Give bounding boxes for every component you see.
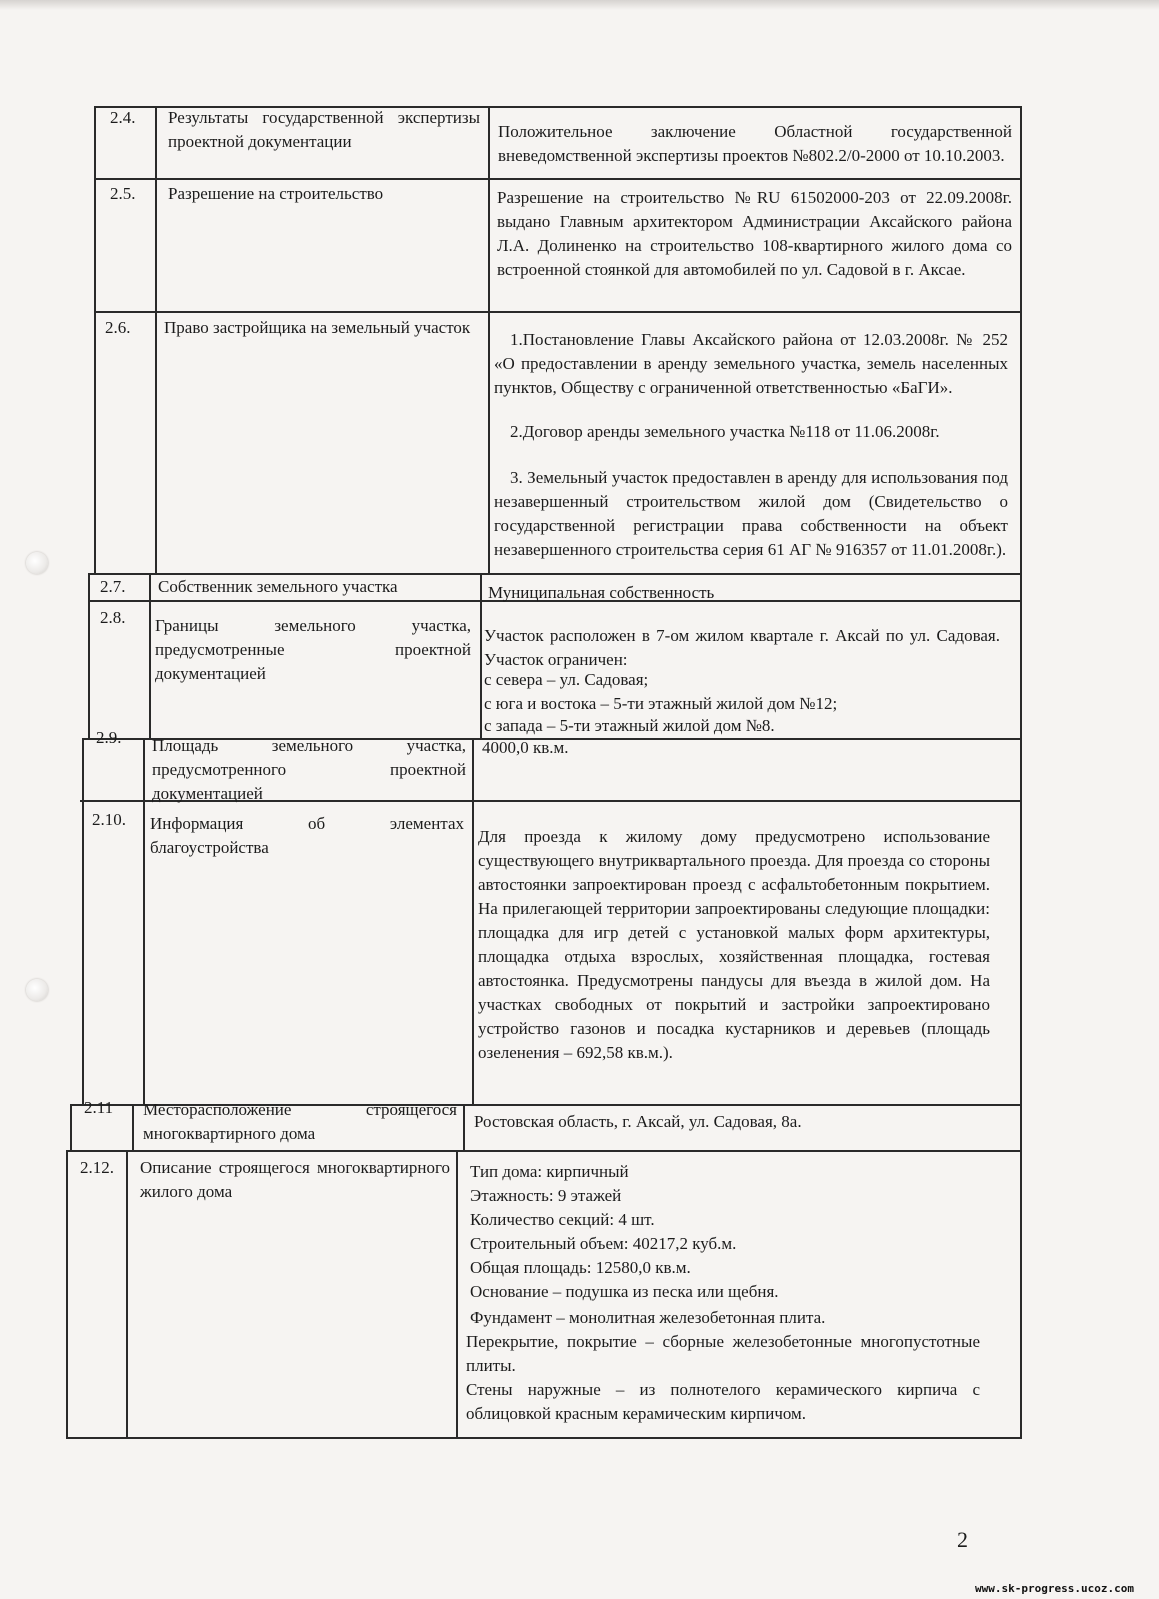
row-number: 2.8. [100,608,126,627]
table-rule [66,1437,1020,1439]
site-watermark: www.sk-progress.ucoz.com [975,1582,1134,1595]
row-title: Описание строящегося многоквартирного жилого дома [140,1158,450,1201]
table-rule [480,573,482,738]
table-rule [456,1150,458,1438]
row-content: Разрешение на строительство №RU 61502000-203 от 22.09.2008г. выдано Главным архитектором Администрации Аксайского района Л.А. Долиненко на строительство 108-квартирного жилого дома со встроенной стоянкой для автомобилей по ул. Садовой в г. Аксае. [497,188,1012,279]
punch-hole [26,979,48,1001]
row-content: Муниципальная собственность [488,583,715,602]
table-rule [126,1150,128,1438]
table-rule [155,106,157,573]
row-title: Собственник земельного участка [158,577,398,596]
row-content: 4000,0 кв.м. [482,738,569,757]
row-content: с севера – ул. Садовая; [484,670,649,689]
row-number: 2.9. [96,728,122,747]
row-content: 1.Постановление Главы Аксайского района от 12.03.2008г. № 252 «О предоставлении в аренду земельного участка, земель населенных пунктов, Обществу с ограниченной ответственностью «БаГИ». [494,330,1008,397]
table-rule [472,738,474,1104]
row-content: Положительное заключение Областной государственной вневедомственной экспертизы проектов №802.2/0-2000 от 10.10.2003. [498,122,1012,165]
row-title: Право застройщика на земельный участок [164,318,471,337]
table-rule [463,1104,465,1150]
table-rule [94,178,1022,180]
page-number: 2 [957,1527,968,1552]
row-number: 2.11 [84,1098,114,1117]
table-rule [82,738,84,1104]
row-title: Границы земельного участка, предусмотренные проектной документацией [155,616,471,683]
scan-edge-shadow [0,0,1159,10]
row-number: 2.6. [105,318,131,337]
row-content: Общая площадь: 12580,0 кв.м. [470,1258,691,1277]
row-content: Строительный объем: 40217,2 куб.м. [470,1234,737,1253]
row-content: Стены наружные – из полнотелого керамического кирпича с облицовкой красным керамическим кирпичом. [466,1380,980,1423]
row-content: с юга и востока – 5-ти этажный жилой дом №12; [484,694,838,713]
table-rule [70,1104,72,1150]
table-rule [132,1104,134,1150]
table-rule [94,106,96,573]
row-number: 2.10. [92,810,126,829]
table-rule [143,738,145,1104]
row-number: 2.4. [110,108,136,127]
row-number: 2.5. [110,184,136,203]
row-content: Основание – подушка из песка или щебня. [470,1282,779,1301]
table-rule [149,573,151,738]
table-rule [88,573,90,738]
row-content: Для проезда к жилому дому предусмотрено использование существующего внутриквартального проезда. Для проезда со стороны автостоянки запроектирован проезд с асфальтобетонным покрытием. На прилегающей территории запроектированы следующие площадки: площадка для игр детей с установкой малых форм архитектуры, площадка отдыха взрослых, хозяйственная площадка, гостевая автостоянка. Предусмотрены пандусы для въезда в жилой дом. На участках свободных от покрытий и застройки запроектировано устройство газонов и посадка кустарников и деревьев (площадь озеленения – 692,58 кв.м.). [478,827,990,1062]
row-number: 2.12. [80,1158,114,1177]
table-rule [68,1150,1020,1152]
table-rule [94,311,1022,313]
row-content: Тип дома: кирпичный [470,1162,629,1181]
row-content: с запада – 5-ти этажный жилой дом №8. [484,716,775,735]
table-rule [488,106,490,573]
table-rule [1020,106,1022,1439]
row-content: Фундамент – монолитная железобетонная плита. [470,1308,826,1327]
table-rule [66,1150,68,1438]
punch-hole [26,552,48,574]
row-content: 2.Договор аренды земельного участка №118 от 11.06.2008г. [510,422,940,441]
row-content: Перекрытие, покрытие – сборные железобетонные многопустотные плиты. [466,1332,980,1375]
row-content: Этажность: 9 этажей [470,1186,622,1205]
row-content: Количество секций: 4 шт. [470,1210,655,1229]
row-content: 3. Земельный участок предоставлен в аренду для использования под незавершенный строительством жилой дом (Свидетельство о государственной регистрации права собственности на объект незавершенного строительства серия 61 АГ № 916357 от 11.01.2008г.). [494,468,1008,559]
row-title: Месторасположение строящегося многоквартирного дома [143,1100,457,1143]
row-content: Ростовская область, г. Аксай, ул. Садовая, 8а. [474,1112,802,1131]
row-number: 2.7. [100,577,126,596]
row-title: Площадь земельного участка, предусмотренного проектной документацией [152,736,466,803]
row-title: Информация об элементах благоустройства [150,814,464,857]
row-content: Участок расположен в 7-ом жилом квартале г. Аксай по ул. Садовая. Участок ограничен: [484,626,1000,669]
row-title: Результаты государственной экспертизы проектной документации [168,108,480,151]
row-title: Разрешение на строительство [168,184,384,203]
